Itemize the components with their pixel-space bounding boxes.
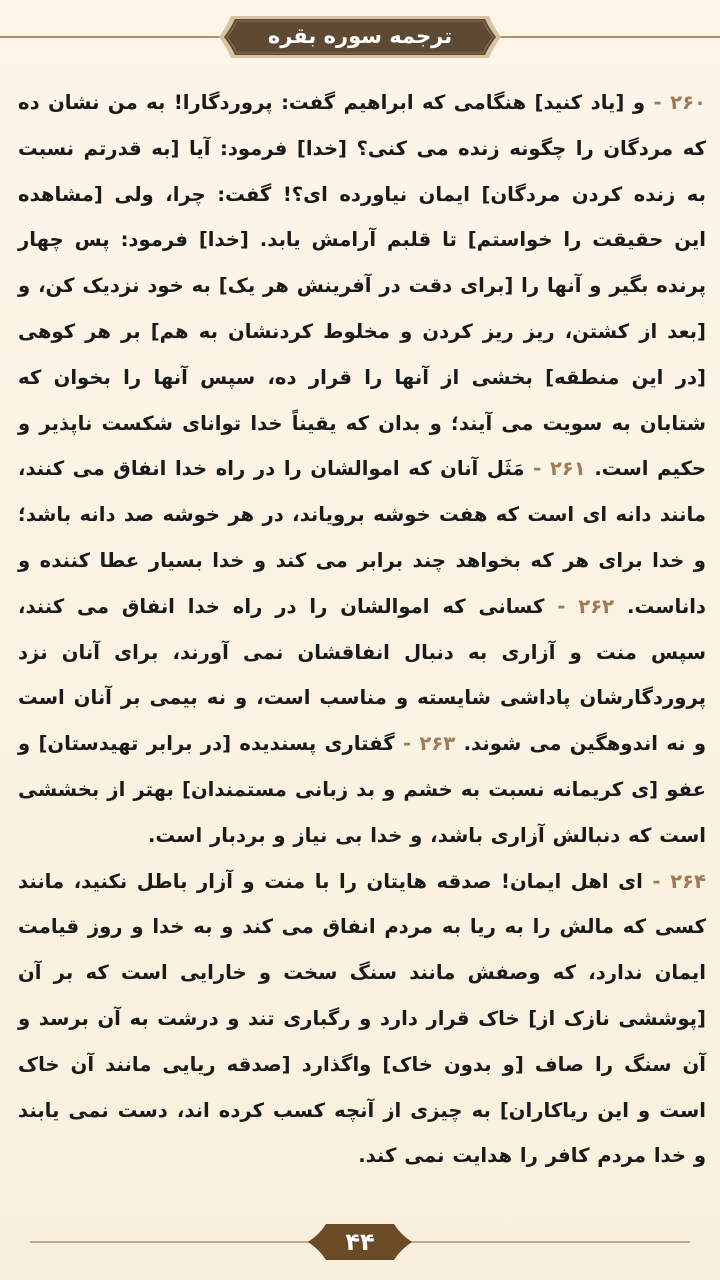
title-badge xyxy=(217,14,503,60)
verse-number: ۲۶۴ - xyxy=(652,869,706,893)
footer-divider-left xyxy=(30,1241,320,1243)
page-number-badge xyxy=(306,1222,414,1262)
verse-text: کسانی که اموالشان را در راه خدا انفاق می کنند، سپس منت و آزاری به دنبال انفاقشان نمی آورند، برای آنان نزد پروردگارشان پاداشی شایسته و مناسب است، و نه بیمی بر آنان است و نه اندوهگین می شوند. xyxy=(18,594,706,756)
page-footer xyxy=(0,1222,720,1262)
verse-number: ۲۶۱ - xyxy=(533,457,586,481)
header-banner xyxy=(0,14,720,60)
page-title: ترجمه سوره بقره xyxy=(267,24,453,48)
page-number: ۴۴ xyxy=(345,1228,375,1256)
header-divider-left xyxy=(0,36,226,38)
verse-number: ۲۶۳ - xyxy=(402,732,456,756)
verse-text: و [یاد کنید] هنگامی که ابراهیم گفت: پروردگارا! به من نشان ده که مردگان را چگونه زنده می کنی؟ [خدا] فرمود: آیا [به قدرتم نسبت به زنده کردن مردگان] ایمان نیاورده ای؟! گفت: چرا، ولی [مشاهده این حقیقت را خواستم] تا قلبم آرامش یابد. [خدا] فرمود: پس چهار پرنده بگیر و آنها را [برای دقت در آفرینش هر یک] به خود نزدیک کن، و [بعد از کشتن، ریز ریز کردن و مخلوط کردنشان به هم] بر هر کوهی [در این منطقه] بخشی از آنها را قرار ده، سپس آنها را بخوان که شتابان به سویت می آیند؛ و بدان که یقیناً خدا توانای شکست ناپذیر و حکیم است. xyxy=(18,91,706,481)
footer-divider-right xyxy=(400,1241,690,1243)
verse-text: گفتاری پسندیده [در برابر تهیدستان] و عفو [ی کریمانه نسبت به خشم و بد زبانی مستمندان] بهتر از بخششی است که دنبالش آزاری باشد، و خدا بی نیاز و بردبار است. xyxy=(18,732,706,847)
translation-text xyxy=(18,80,706,1179)
verse-text: ای اهل ایمان! صدقه هایتان را با منت و آزار باطل نکنید، مانند کسی که مالش را به ریا به مردم انفاق می کند و به خدا و روز قیامت ایمان ندارد، که وصفش مانند سنگ سخت و خارایی است که بر آن [پوششی نازک از] خاک قرار دارد و رگباری تند و درشت به آن برسد و آن سنگ را صاف [و بدون خاک] واگذارد [صدقه ریایی مانند آن خاک است و این ریاکاران] به چیزی از آنچه کسب کرده اند، دست نمی یابند و خدا مردم کافر را هدایت نمی کند. xyxy=(18,869,706,1168)
verse-number: ۲۶۰ - xyxy=(653,91,706,114)
verse-number: ۲۶۲ - xyxy=(557,594,615,618)
header-divider-right xyxy=(494,36,720,38)
verse-text: مَثَل آنان که اموالشان را در راه خدا انفاق می کنند، مانند دانه ای است که هفت خوشه برویاند، در هر خوشه صد دانه باشد؛ و خدا برای هر که بخواهد چند برابر می کند و خدا بسیار عطا کننده و داناست. xyxy=(18,457,706,618)
